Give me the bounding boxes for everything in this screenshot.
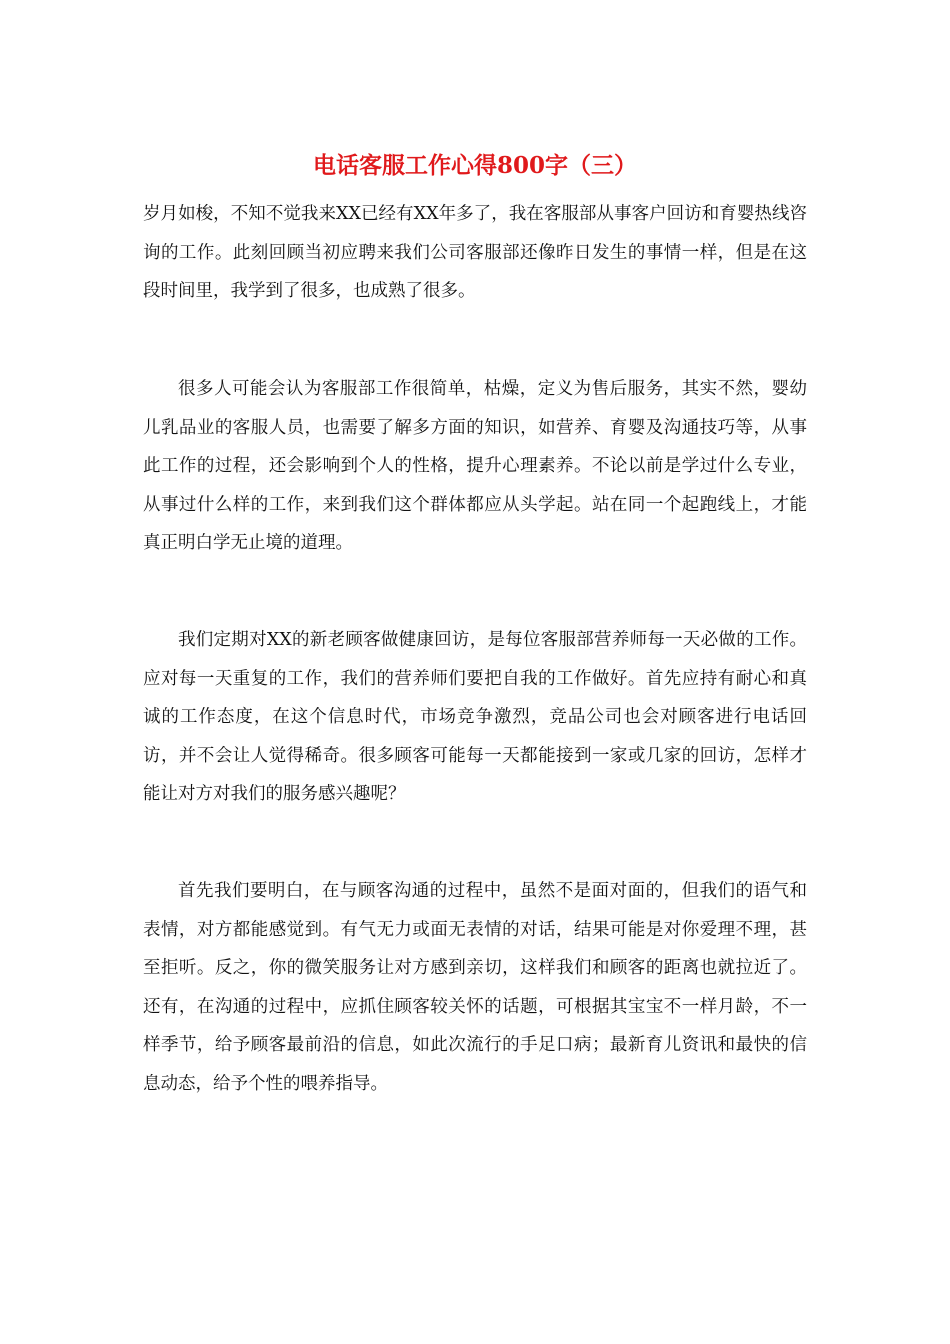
paragraph-3: 我们定期对XX的新老顾客做健康回访，是每位客服部营养师每一天必做的工作。应对每一天重复的工作，我们的营养师们要把自我的工作做好。首先应持有耐心和真诚的工作态度，在这个信息时代，市场竞争激烈，竞品公司也会对顾客进行电话回访，并不会让人觉得稀奇。很多顾客可能每一天都能接到一家或几家的回访，怎样才能让对方对我们的服务感兴趣呢？ [143, 630, 807, 804]
paragraph-2: 很多人可能会认为客服部工作很简单，枯燥，定义为售后服务，其实不然，婴幼儿乳品业的客服人员，也需要了解多方面的知识，如营养、育婴及沟通技巧等，从事此工作的过程，还会影响到个人的性格，提升心理素养。不论以前是学过什么专业，从事过什么样的工作，来到我们这个群体都应从头学起。站在同一个起跑线上，才能真正明白学无止境的道理。 [143, 379, 807, 553]
document-title: 电话客服工作心得800字（三） [312, 152, 637, 179]
paragraph-1: 岁月如梭，不知不觉我来XX已经有XX年多了，我在客服部从事客户回访和育婴热线咨询的工作。此刻回顾当初应聘来我们公司客服部还像昨日发生的事情一样，但是在这段时间里，我学到了很多，也成熟了很多。 [143, 204, 807, 301]
paragraph-4: 首先我们要明白，在与顾客沟通的过程中，虽然不是面对面的，但我们的语气和表情，对方都能感觉到。有气无力或面无表情的对话，结果可能是对你爱理不理，甚至拒听。反之，你的微笑服务让对方感到亲切，这样我们和顾客的距离也就拉近了。还有，在沟通的过程中，应抓住顾客较关怀的话题，可根据其宝宝不一样月龄，不一样季节，给予顾客最前沿的信息，如此次流行的手足口病；最新育儿资讯和最快的信息动态，给予个性的喂养指导。 [143, 881, 807, 1094]
